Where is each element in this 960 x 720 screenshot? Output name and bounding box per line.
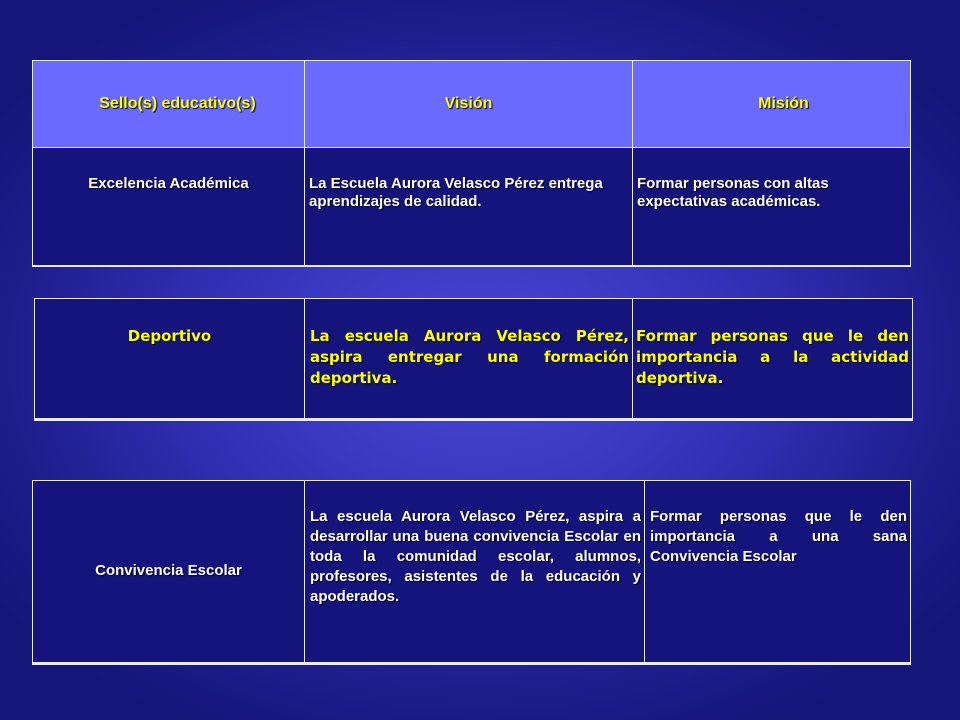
mision-cell: Formar personas con altas expectativas académicas. bbox=[633, 148, 911, 267]
sello-cell: Excelencia Académica bbox=[33, 148, 305, 267]
sello-cell: Convivencia Escolar bbox=[33, 481, 305, 664]
header-sello: Sello(s) educativo(s) bbox=[33, 61, 305, 148]
header-row bbox=[33, 61, 911, 148]
mision-cell: Formar personas que le den importancia a la actividad deportiva. bbox=[633, 299, 913, 420]
table-row bbox=[33, 481, 911, 664]
mision-cell: Formar personas que le den importancia a una sana Convivencia Escolar bbox=[645, 481, 911, 664]
header-mision: Misión bbox=[633, 61, 911, 148]
table-row bbox=[35, 299, 913, 420]
vision-cell: La escuela Aurora Velasco Pérez, aspira entregar una formación deportiva. bbox=[305, 299, 633, 420]
vision-cell: La escuela Aurora Velasco Pérez, aspira a desarrollar una buena convivencia Escolar en toda la comunidad escolar, alumnos, profesores, asistentes de la educación y apoderados. bbox=[305, 481, 645, 664]
table-row bbox=[33, 148, 911, 267]
sello-cell: Deportivo bbox=[35, 299, 305, 420]
sellos-table-academica bbox=[32, 60, 911, 267]
sellos-table-convivencia bbox=[32, 480, 911, 665]
header-vision: Visión bbox=[305, 61, 633, 148]
sellos-table-deportivo bbox=[34, 298, 913, 421]
vision-cell: La Escuela Aurora Velasco Pérez entrega aprendizajes de calidad. bbox=[305, 148, 633, 267]
